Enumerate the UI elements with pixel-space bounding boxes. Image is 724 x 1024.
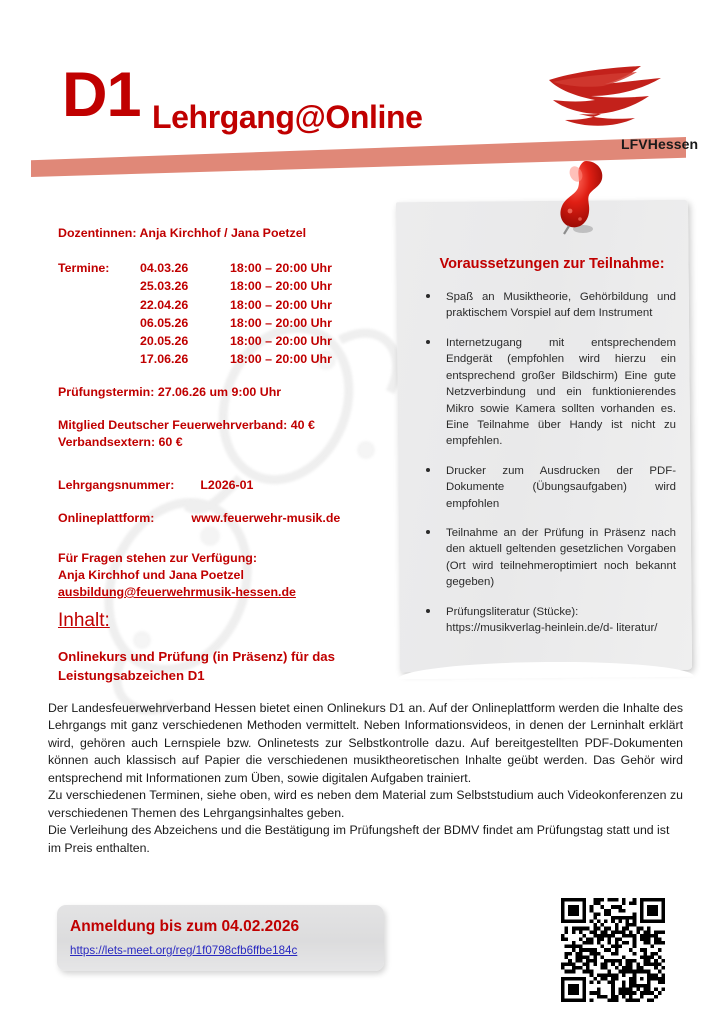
lfv-flame-logo-icon: [545, 66, 670, 128]
questions-label: Für Fragen stehen zur Verfügung:: [58, 551, 257, 565]
time-cell: 18:00 – 20:00 Uhr: [230, 279, 332, 294]
date-cell: 22.04.26: [140, 297, 189, 312]
bullet-dot-icon: [426, 609, 430, 613]
requirements-title: Voraussetzungen zur Teilnahme:: [439, 256, 665, 272]
list-item: [418, 525, 676, 591]
table-row: [140, 334, 332, 352]
page-title-code: D1: [62, 60, 141, 130]
date-cell: 06.05.26: [140, 315, 189, 330]
registration-box: [57, 905, 384, 971]
contact-names: Anja Kirchhof und Jana Poetzel: [58, 568, 244, 582]
bullet-dot-icon: [426, 294, 430, 298]
time-cell: 18:00 – 20:00 Uhr: [230, 334, 332, 349]
paragraph: Zu verschiedenen Terminen, siehe oben, wird es neben dem Material zum Selbststudium auch Videokonferenzen zu verschiedenen Themen des Lehrgangsinhaltes geben.: [48, 788, 683, 820]
course-subtitle-heading: Onlinekurs und Prüfung (in Präsenz) für das Leistungsabzeichen D1: [58, 649, 335, 683]
table-row: [140, 261, 332, 279]
price-external-line: Verbandsextern: 60 €: [58, 435, 183, 449]
list-item-text: Teilnahme an der Prüfung in Präsenz nach den aktuell geltenden gesetzlichen Vorgaben (Ort wird teilnehmeroptimiert noch bekannt gegeben): [446, 527, 676, 589]
platform-label: Onlineplattform:: [58, 511, 155, 525]
paragraph: Der Landesfeuerwehrverband Hessen bietet einen Onlinekurs D1 an. Auf der Onlineplattform werden die Inhalte des Lehrgangs mit ganz verschiedenen Methoden vermittelt. Neben Informationsvideos, in denen der Lerninhalt erklärt wird, gehören auch Lernspiele bzw. Onlinetests zur Selbstkontrolle dazu. Auf bereitgestellten PDF-Dokumenten können auch klassisch auf Papier die verschiedenen musiktheoretischen Inhalte geübt werden. Das Gehör wird entsprechend mit Informationen zum Üben, sowie digitalen Aufgaben trainiert.: [48, 701, 683, 785]
table-row: [140, 316, 332, 334]
registration-title: Anmeldung bis zum 04.02.2026: [70, 918, 300, 935]
list-item: [418, 604, 676, 637]
qr-code[interactable]: [561, 898, 665, 1002]
course-number-label: Lehrgangsnummer:: [58, 478, 175, 492]
lfv-org-label: LFVHessen: [621, 136, 699, 152]
pushpin-icon: [556, 157, 608, 235]
content-heading: Inhalt:: [58, 610, 110, 631]
list-item-text: Spaß an Musiktheorie, Gehörbildung und praktischem Vorspiel auf dem Instrument: [446, 291, 676, 320]
list-item-text: Internetzugang mit entsprechendem Endgerät (empfohlen wird hierzu ein entsprechend großer Bildschirm) Eine gute Netzverbindung und ein funktionierendes Mikro sowie Kamera sollten vorhanden es. Eine Teilnahme über Handy ist nicht zu empfehlen.: [446, 336, 676, 448]
paragraph: Die Verleihung des Abzeichens und die Bestätigung im Prüfungsheft der BDMV findet am Prüfungstag statt und ist im Preis enthalten.: [48, 823, 670, 855]
list-item: [418, 463, 676, 512]
bullet-dot-icon: [426, 468, 430, 472]
requirements-note-content: [398, 201, 690, 671]
list-item: [418, 289, 676, 322]
bullet-dot-icon: [426, 340, 430, 344]
platform-value[interactable]: www.feuerwehr-musik.de: [191, 511, 341, 525]
table-row: [140, 352, 332, 370]
requirements-bullet-list: [418, 289, 676, 650]
course-number-value: L2026-01: [200, 478, 254, 492]
date-cell: 17.06.26: [140, 352, 189, 367]
list-item-text: Drucker zum Ausdrucken der PDF-Dokumente (Übungsaufgaben) wird empfohlen: [446, 464, 676, 510]
instructors-line: Dozentinnen: Anja Kirchhof / Jana Poetzel: [58, 226, 307, 240]
list-item-text[interactable]: Prüfungsliteratur (Stücke): https://musikverlag-heinlein.de/d- literatur/: [446, 605, 658, 635]
time-cell: 18:00 – 20:00 Uhr: [230, 261, 332, 275]
time-cell: 18:00 – 20:00 Uhr: [230, 352, 332, 367]
table-row: [140, 298, 332, 316]
list-item: [418, 335, 676, 450]
date-cell: 25.03.26: [140, 279, 189, 294]
price-member-line: Mitglied Deutscher Feuerwehrverband: 40 €: [58, 418, 315, 432]
contact-email-link[interactable]: ausbildung@feuerwehrmusik-hessen.de: [58, 585, 296, 599]
exam-date-line: Prüfungstermin: 27.06.26 um 9:00 Uhr: [58, 385, 282, 399]
dates-table: [140, 261, 332, 371]
time-cell: 18:00 – 20:00 Uhr: [230, 297, 332, 312]
date-cell: 04.03.26: [140, 261, 189, 275]
platform-row: [58, 511, 340, 525]
dates-label: Termine:: [58, 261, 110, 275]
bullet-dot-icon: [426, 530, 430, 534]
description-text: [48, 700, 683, 857]
date-cell: 20.05.26: [140, 334, 189, 349]
course-number-row: [58, 478, 253, 492]
registration-link[interactable]: https://lets-meet.org/reg/1f0798cfb6ffbe184c: [70, 944, 298, 957]
page-title-subtitle: Lehrgang@Online: [152, 99, 423, 135]
table-row: [140, 279, 332, 297]
time-cell: 18:00 – 20:00 Uhr: [230, 315, 332, 330]
